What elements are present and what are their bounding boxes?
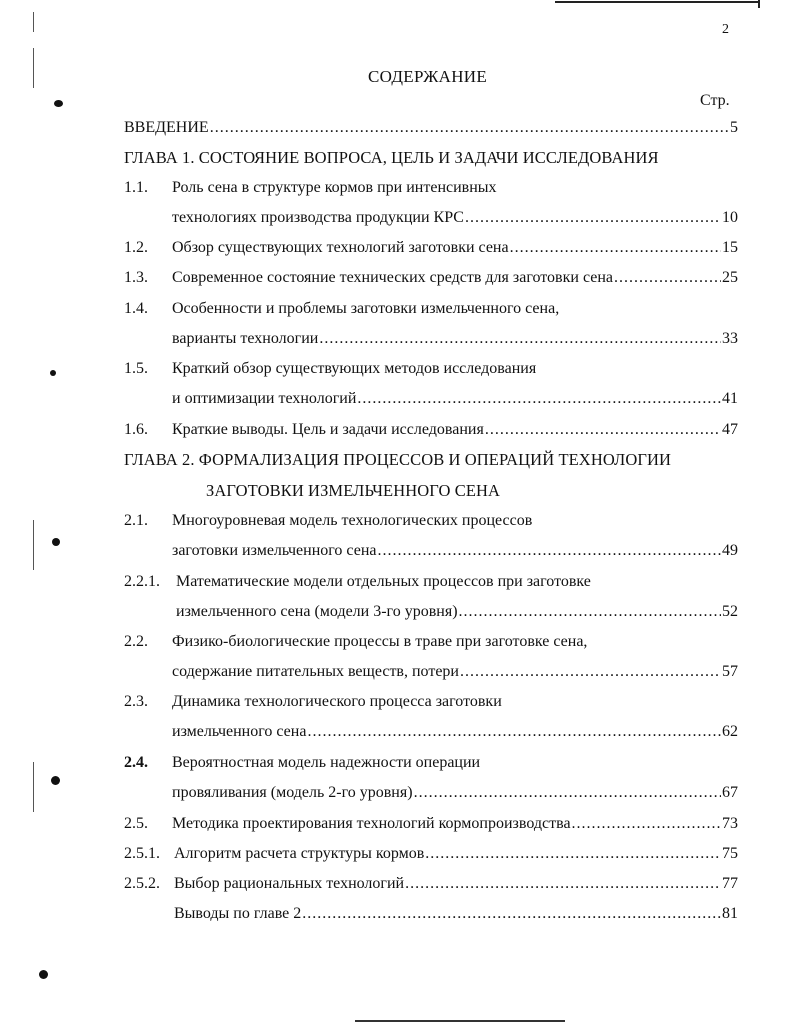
- toc-entry-page: 47: [722, 421, 738, 438]
- toc-entry-title: Краткие выводы. Цель и задачи исследования: [172, 421, 484, 438]
- toc-entry-number: 2.5.: [124, 815, 148, 832]
- toc-entry-1-4: [172, 328, 738, 350]
- toc-entry-1-1: [172, 207, 738, 229]
- toc-entry-2-5: [172, 813, 738, 835]
- pages-column-label: Стр.: [700, 92, 730, 109]
- toc-leader-dots: [425, 843, 721, 865]
- toc-entry-title: Краткий обзор существующих методов исследования: [172, 360, 537, 377]
- toc-leader-dots: [465, 207, 721, 229]
- toc-entry-page: 52: [722, 603, 738, 620]
- margin-mark: [33, 48, 34, 88]
- toc-entry-title-cont: варианты технологии: [172, 330, 319, 347]
- toc-entry-title: Вероятностная модель надежности операции: [172, 754, 481, 771]
- scan-speck: [54, 100, 63, 107]
- toc-entry-1-5: [172, 388, 738, 410]
- toc-leader-dots: [510, 237, 721, 259]
- toc-entry-1-6: [172, 419, 738, 441]
- toc-entry-2-4: [172, 782, 738, 804]
- toc-entry-number: 1.1.: [124, 179, 148, 196]
- toc-entry-2-5-1: [174, 843, 738, 865]
- toc-entry-title-cont: содержание питательных веществ, потери: [172, 663, 459, 680]
- scan-speck: [50, 370, 56, 376]
- toc-entry-introduction: [124, 117, 738, 139]
- toc-entry-title: ВВЕДЕНИЕ: [124, 119, 209, 136]
- toc-entry-1-2: [172, 237, 738, 259]
- chapter-2-heading: ГЛАВА 2. ФОРМАЛИЗАЦИЯ ПРОЦЕССОВ И ОПЕРАЦИЙ ТЕХНОЛОГИИ: [124, 450, 672, 469]
- margin-mark: [33, 762, 34, 812]
- scan-edge-bottom: [355, 1020, 565, 1022]
- chapter-2-heading-cont: ЗАГОТОВКИ ИЗМЕЛЬЧЕННОГО СЕНА: [206, 481, 501, 500]
- toc-leader-dots: [210, 117, 729, 139]
- toc-entry-title-cont: и оптимизации технологий: [172, 390, 357, 407]
- toc-entry-title: Роль сена в структуре кормов при интенсивных: [172, 179, 497, 196]
- toc-entry-2-5-2: [174, 873, 738, 895]
- toc-entry-page: 75: [722, 845, 738, 862]
- toc-entry-number: 2.5.2.: [124, 875, 160, 892]
- toc-entry-2-3: [172, 721, 738, 743]
- toc-entry-title-cont: заготовки измельченного сена: [172, 542, 377, 559]
- toc-entry-page: 81: [722, 905, 738, 922]
- toc-entry-page: 5: [730, 119, 738, 136]
- toc-entry-1-3: [172, 267, 738, 289]
- scan-speck: [39, 970, 48, 979]
- toc-entry-number: 2.1.: [124, 512, 148, 529]
- toc-leader-dots: [302, 903, 721, 925]
- toc-entry-title: Современное состояние технических средств для заготовки сена: [172, 269, 614, 286]
- toc-entry-title: Обзор существующих технологий заготовки сена: [172, 239, 509, 256]
- toc-leader-dots: [460, 661, 721, 683]
- toc-leader-dots: [485, 419, 721, 441]
- toc-entry-number: 2.3.: [124, 693, 148, 710]
- toc-entry-page: 77: [722, 875, 738, 892]
- toc-leader-dots: [414, 782, 721, 804]
- toc-entry-number: 1.4.: [124, 300, 148, 317]
- toc-entry-page: 57: [722, 663, 738, 680]
- toc-entry-title: Методика проектирования технологий кормопроизводства: [172, 815, 571, 832]
- toc-entry-2-2-1: [176, 601, 738, 623]
- toc-entry-title-cont: измельченного сена (модели 3-го уровня): [176, 603, 458, 620]
- margin-mark: [33, 12, 34, 32]
- toc-entry-number: 2.5.1.: [124, 845, 160, 862]
- toc-entry-page: 62: [722, 723, 738, 740]
- toc-entry-number: 1.5.: [124, 360, 148, 377]
- toc-leader-dots: [378, 540, 722, 562]
- toc-entry-number: 1.3.: [124, 269, 148, 286]
- chapter-1-heading: ГЛАВА 1. СОСТОЯНИЕ ВОПРОСА, ЦЕЛЬ И ЗАДАЧИ ИССЛЕДОВАНИЯ: [124, 148, 659, 167]
- toc-entry-number: 2.2.1.: [124, 573, 160, 590]
- toc-leader-dots: [405, 873, 721, 895]
- toc-entry-page: 67: [722, 784, 738, 801]
- toc-entry-2-1: [172, 540, 738, 562]
- margin-mark: [33, 520, 34, 570]
- toc-entry-title: Выбор рациональных технологий: [174, 875, 405, 892]
- toc-entry-title: Особенности и проблемы заготовки измельченного сена,: [172, 300, 560, 317]
- toc-entry-page: 10: [722, 209, 738, 226]
- page-number: 2: [722, 22, 729, 37]
- toc-entry-2-2: [172, 661, 738, 683]
- toc-entry-title: Многоуровневая модель технологических процессов: [172, 512, 533, 529]
- toc-entry-chapter-2-conclusions: [174, 903, 738, 925]
- toc-entry-title: Алгоритм расчета структуры кормов: [174, 845, 425, 862]
- toc-entry-number: 1.2.: [124, 239, 148, 256]
- toc-entry-title-cont: измельченного сена: [172, 723, 307, 740]
- toc-entry-title: Динамика технологического процесса заготовки: [172, 693, 502, 710]
- toc-entry-title: Выводы по главе 2: [174, 905, 302, 922]
- toc-leader-dots: [307, 721, 721, 743]
- scan-speck: [51, 776, 60, 785]
- toc-entry-page: 73: [722, 815, 738, 832]
- toc-entry-page: 15: [722, 239, 738, 256]
- toc-entry-page: 49: [722, 542, 738, 559]
- toc-entry-number: 2.4.: [124, 754, 148, 771]
- toc-entry-page: 33: [722, 330, 738, 347]
- toc-entry-number: 1.6.: [124, 421, 148, 438]
- toc-entry-title: Математические модели отдельных процессов при заготовке: [176, 573, 591, 590]
- toc-leader-dots: [319, 328, 721, 350]
- toc-leader-dots: [459, 601, 721, 623]
- scan-edge-right: [758, 0, 760, 8]
- toc-entry-title-cont: провяливания (модель 2-го уровня): [172, 784, 413, 801]
- toc-entry-title-cont: технологиях производства продукции КРС: [172, 209, 464, 226]
- page-title: СОДЕРЖАНИЕ: [368, 67, 488, 86]
- toc-leader-dots: [572, 813, 721, 835]
- scan-speck: [52, 538, 60, 546]
- toc-entry-page: 25: [722, 269, 738, 286]
- scan-edge-top: [555, 1, 760, 3]
- toc-entry-number: 2.2.: [124, 633, 148, 650]
- toc-entry-title: Физико-биологические процессы в траве при заготовке сена,: [172, 633, 588, 650]
- toc-leader-dots: [614, 267, 721, 289]
- toc-entry-page: 41: [722, 390, 738, 407]
- toc-leader-dots: [357, 388, 721, 410]
